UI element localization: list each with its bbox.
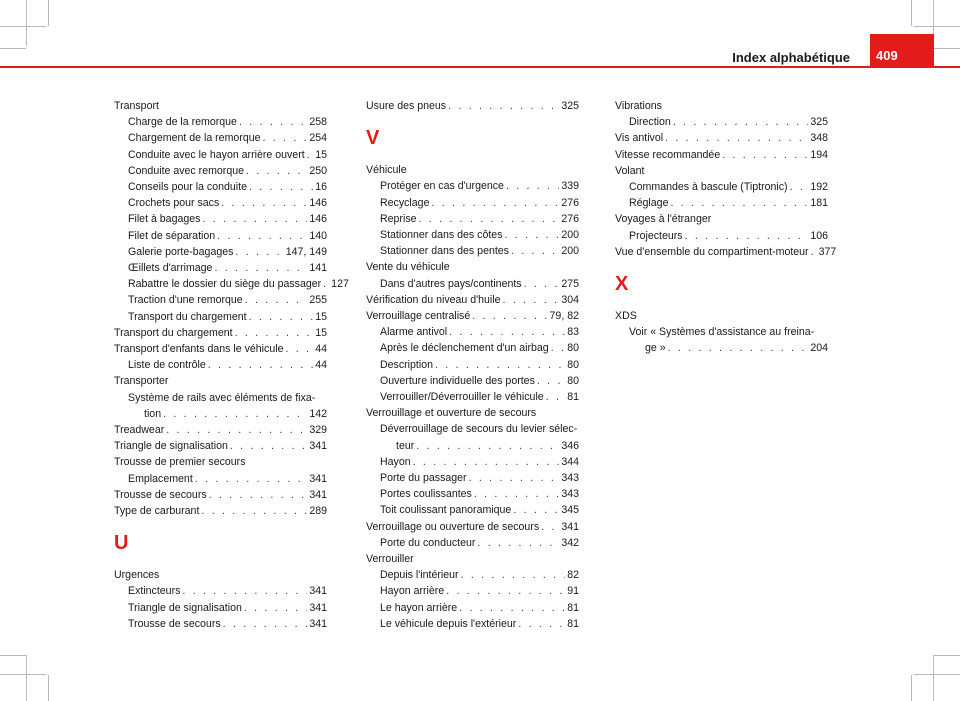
- crop-mark: [48, 0, 49, 26]
- dot-leader: [541, 519, 559, 535]
- entry-label: Conduite avec remorque: [128, 164, 245, 177]
- entry-page-number: 44: [315, 343, 327, 356]
- index-heading: Verrouiller: [366, 553, 414, 566]
- entry-label: Stationner dans des pentes: [380, 245, 509, 258]
- entry-page-number: 200: [561, 229, 579, 242]
- dot-leader: [244, 600, 307, 616]
- entry-page-number: 15: [315, 148, 327, 161]
- entry-page-number: 146: [309, 213, 327, 226]
- entry-label: Verrouillage centralisé: [366, 310, 471, 323]
- index-entry: [114, 616, 327, 632]
- index-entry: [366, 357, 579, 373]
- entry-label: Vis antivol: [615, 132, 664, 145]
- entry-page-number: 81: [567, 617, 579, 630]
- crop-mark: [26, 0, 27, 46]
- entry-page-number: 339: [561, 180, 579, 193]
- index-entry: [114, 487, 327, 503]
- crop-mark: [0, 655, 26, 656]
- entry-page-number: 343: [561, 472, 579, 485]
- dot-leader: [551, 340, 566, 356]
- dot-leader: [435, 357, 565, 373]
- entry-label: Emplacement: [128, 472, 193, 485]
- index-entry: [366, 178, 579, 194]
- entry-label: Trousse de secours: [128, 617, 221, 630]
- entry-page-number: 329: [309, 424, 327, 437]
- entry-label: Type de carburant: [114, 505, 200, 518]
- entry-label: Porte du conducteur: [380, 536, 476, 549]
- entry-label: Dans d'autres pays/continents: [380, 277, 522, 290]
- index-heading: Verrouillage et ouverture de secours: [366, 407, 537, 420]
- index-entry: [114, 163, 327, 179]
- entry-page-number: 80: [567, 358, 579, 371]
- index-entry: [366, 502, 579, 518]
- index-entry: [114, 341, 327, 357]
- dot-leader: [670, 195, 808, 211]
- index-entry: [114, 503, 327, 519]
- index-entry: [366, 389, 579, 405]
- dot-leader: [472, 308, 547, 324]
- index-entry: [366, 616, 579, 632]
- index-entry: [114, 583, 327, 599]
- index-entry: [114, 228, 327, 244]
- entry-page-number: 79, 82: [549, 310, 579, 323]
- index-heading: Déverrouillage de secours du levier sélec-: [380, 423, 578, 436]
- entry-page-number: 141: [309, 262, 327, 275]
- dot-leader: [546, 389, 566, 405]
- entry-page-number: 82: [567, 569, 579, 582]
- entry-page-number: 44: [315, 359, 327, 372]
- entry-page-number: 348: [810, 132, 828, 145]
- dot-leader: [537, 373, 565, 389]
- entry-page-number: 345: [561, 504, 579, 517]
- entry-label: Projecteurs: [629, 229, 683, 242]
- entry-label: tion: [144, 407, 162, 420]
- index-entry: [114, 130, 327, 146]
- index-heading: Voyages à l'étranger: [615, 213, 712, 226]
- entry-label: Chargement de la remorque: [128, 132, 261, 145]
- index-column-1: [114, 98, 349, 632]
- index-entry: [114, 276, 349, 292]
- entry-page-number: 325: [561, 100, 579, 112]
- crop-mark: [914, 26, 960, 27]
- entry-label: Usure des pneus: [366, 100, 447, 112]
- dot-leader: [685, 228, 809, 244]
- dot-leader: [285, 341, 313, 357]
- section-letter: V: [366, 127, 380, 150]
- entry-page-number: 276: [561, 196, 579, 209]
- index-heading: Transporter: [114, 375, 169, 388]
- entry-page-number: 140: [309, 229, 327, 242]
- entry-label: Porte du passager: [380, 472, 467, 485]
- dot-leader: [195, 471, 308, 487]
- entry-page-number: 15: [315, 326, 327, 339]
- entry-label: teur: [396, 439, 415, 452]
- entry-label: Transport d'enfants dans le véhicule: [114, 343, 284, 356]
- dot-leader: [722, 147, 808, 163]
- entry-label: Crochets pour sacs: [128, 197, 220, 210]
- index-entry: [114, 260, 327, 276]
- entry-label: Verrouiller/Déverrouiller le véhicule: [380, 391, 544, 404]
- entry-page-number: 255: [309, 294, 327, 307]
- header-rule: [0, 66, 960, 68]
- entry-page-number: 341: [309, 472, 327, 485]
- dot-leader: [524, 276, 560, 292]
- entry-page-number: 341: [309, 601, 327, 614]
- index-entry: [114, 211, 327, 227]
- index-entry: [615, 195, 828, 211]
- entry-label: Direction: [629, 116, 671, 129]
- entry-label: Stationner dans des côtes: [380, 229, 503, 242]
- dot-leader: [413, 454, 560, 470]
- index-entry: [366, 470, 579, 486]
- dot-leader: [217, 228, 307, 244]
- dot-leader: [511, 243, 559, 259]
- dot-leader: [166, 422, 307, 438]
- entry-label: Triangle de signalisation: [128, 601, 242, 614]
- index-heading: Volant: [615, 164, 645, 177]
- index-entry: [615, 179, 828, 195]
- index-entry: [114, 325, 327, 341]
- dot-leader: [245, 292, 308, 308]
- entry-page-number: 83: [567, 326, 579, 339]
- dot-leader: [223, 616, 308, 632]
- index-entry: [114, 309, 327, 325]
- index-entry: [615, 147, 828, 163]
- index-entry: [366, 438, 579, 454]
- dot-leader: [419, 211, 560, 227]
- index-entry: [114, 438, 327, 454]
- index-entry: [366, 583, 579, 599]
- index-entry: [615, 114, 828, 130]
- entry-page-number: 342: [561, 536, 579, 549]
- dot-leader: [518, 616, 565, 632]
- page-title: Index alphabétique: [732, 50, 850, 65]
- dot-leader: [307, 147, 314, 163]
- index-entry: [366, 211, 579, 227]
- dot-leader: [449, 324, 565, 340]
- index-heading: Transport: [114, 100, 159, 112]
- entry-label: Vue d'ensemble du compartiment-moteur: [615, 245, 809, 258]
- index-entry: [366, 454, 579, 470]
- index-heading: Véhicule: [366, 164, 407, 177]
- entry-label: Le véhicule depuis l'extérieur: [380, 617, 517, 630]
- dot-leader: [249, 179, 313, 195]
- index-entry: [366, 227, 579, 243]
- index-entry: [114, 147, 327, 163]
- entry-page-number: 276: [561, 212, 579, 225]
- entry-label: Toit coulissant panoramique: [380, 504, 512, 517]
- dot-leader: [469, 470, 560, 486]
- entry-page-number: 194: [810, 148, 828, 161]
- entry-page-number: 147, 149: [285, 245, 327, 258]
- index-entry: [366, 324, 579, 340]
- entry-page-number: 341: [309, 585, 327, 598]
- dot-leader: [235, 244, 283, 260]
- entry-page-number: 254: [309, 132, 327, 145]
- page-number: 409: [876, 48, 898, 63]
- dot-leader: [416, 438, 559, 454]
- index-heading: Voir « Systèmes d'assistance au freina-: [629, 326, 815, 339]
- entry-page-number: 80: [567, 342, 579, 355]
- entry-label: Verrouillage ou ouverture de secours: [366, 520, 540, 533]
- dot-leader: [503, 292, 560, 308]
- entry-label: Galerie porte-bagages: [128, 245, 234, 258]
- entry-label: Triangle de signalisation: [114, 440, 228, 453]
- entry-label: Charge de la remorque: [128, 116, 237, 129]
- entry-label: Traction d'une remorque: [128, 294, 243, 307]
- entry-label: Le hayon arrière: [380, 601, 458, 614]
- index-heading: Urgences: [114, 569, 160, 582]
- entry-label: Extincteurs: [128, 585, 181, 598]
- crop-mark: [933, 655, 934, 701]
- entry-page-number: 181: [810, 197, 828, 210]
- entry-page-number: 275: [561, 277, 579, 290]
- entry-label: Vérification du niveau d'huile: [366, 293, 501, 306]
- dot-leader: [431, 195, 559, 211]
- crop-mark: [48, 675, 49, 701]
- index-entry: [366, 567, 579, 583]
- dot-leader: [214, 260, 307, 276]
- entry-page-number: 341: [309, 440, 327, 453]
- entry-page-number: 341: [309, 617, 327, 630]
- index-heading: Vibrations: [615, 100, 662, 112]
- entry-label: Trousse de secours: [114, 488, 207, 501]
- entry-page-number: 192: [810, 181, 828, 194]
- entry-page-number: 304: [561, 293, 579, 306]
- dot-leader: [665, 130, 808, 146]
- dot-leader: [249, 309, 314, 325]
- entry-label: Ouverture individuelle des portes: [380, 374, 535, 387]
- index-heading: XDS: [615, 310, 637, 323]
- index-heading: Système de rails avec éléments de fixa-: [128, 391, 316, 404]
- crop-mark: [911, 675, 912, 701]
- entry-label: Treadwear: [114, 424, 165, 437]
- crop-mark: [0, 26, 46, 27]
- entry-page-number: 16: [315, 181, 327, 194]
- entry-label: ge »: [645, 342, 666, 355]
- index-entry: [366, 308, 579, 324]
- entry-page-number: 341: [561, 520, 579, 533]
- dot-leader: [208, 357, 313, 373]
- entry-page-number: 142: [309, 407, 327, 420]
- index-entry: [366, 486, 579, 502]
- index-entry: [114, 406, 327, 422]
- index-entry: [366, 519, 579, 535]
- entry-label: Protéger en cas d'urgence: [380, 180, 504, 193]
- entry-label: Réglage: [629, 197, 669, 210]
- entry-page-number: 346: [561, 439, 579, 452]
- dot-leader: [673, 114, 809, 130]
- entry-page-number: 91: [567, 585, 579, 598]
- entry-page-number: 127: [331, 278, 349, 291]
- entry-page-number: 81: [567, 601, 579, 614]
- entry-label: Portes coulissantes: [380, 488, 472, 501]
- crop-mark: [0, 48, 26, 49]
- entry-page-number: 289: [309, 505, 327, 518]
- index-entry: [615, 340, 828, 356]
- entry-label: Hayon: [380, 455, 411, 468]
- entry-page-number: 377: [818, 245, 837, 258]
- entry-label: Œillets d'arrimage: [128, 262, 213, 275]
- index-entry: [366, 243, 579, 259]
- index-entry: [366, 373, 579, 389]
- entry-page-number: 204: [810, 342, 828, 355]
- entry-page-number: 344: [561, 455, 579, 468]
- index-entry: [114, 292, 327, 308]
- index-entry: [366, 276, 579, 292]
- entry-label: Transport du chargement: [114, 326, 233, 339]
- index-heading: Vente du véhicule: [366, 261, 450, 274]
- dot-leader: [459, 600, 565, 616]
- entry-page-number: 343: [561, 488, 579, 501]
- entry-label: Conseils pour la conduite: [128, 181, 247, 194]
- entry-page-number: 258: [309, 116, 327, 129]
- entry-page-number: 200: [561, 245, 579, 258]
- dot-leader: [239, 114, 307, 130]
- index-entry: [615, 130, 828, 146]
- dot-leader: [505, 227, 560, 243]
- entry-label: Alarme antivol: [380, 326, 448, 339]
- crop-mark: [911, 0, 912, 26]
- crop-mark: [934, 48, 960, 49]
- entry-page-number: 341: [309, 488, 327, 501]
- dot-leader: [811, 244, 817, 260]
- entry-page-number: 325: [810, 116, 828, 129]
- index-entry: [114, 600, 327, 616]
- dot-leader: [513, 502, 559, 518]
- entry-page-number: 250: [309, 164, 327, 177]
- index-entry: [366, 600, 579, 616]
- section-letter: U: [114, 532, 129, 555]
- entry-label: Filet à bagages: [128, 213, 201, 226]
- index-entry: [114, 471, 327, 487]
- entry-label: Description: [380, 358, 433, 371]
- dot-leader: [202, 211, 307, 227]
- dot-leader: [461, 567, 566, 583]
- crop-mark: [0, 674, 46, 675]
- dot-leader: [263, 130, 308, 146]
- entry-label: Vitesse recommandée: [615, 148, 721, 161]
- entry-label: Recyclage: [380, 196, 430, 209]
- index-entry: [114, 179, 327, 195]
- index-entry: [114, 244, 327, 260]
- dot-leader: [506, 178, 559, 194]
- dot-leader: [201, 503, 307, 519]
- dot-leader: [446, 583, 565, 599]
- dot-leader: [182, 583, 307, 599]
- entry-label: Transport du chargement: [128, 310, 247, 323]
- entry-label: Filet de séparation: [128, 229, 216, 242]
- dot-leader: [477, 535, 559, 551]
- entry-label: Liste de contrôle: [128, 359, 206, 372]
- section-letter: X: [615, 273, 629, 296]
- dot-leader: [323, 276, 329, 292]
- entry-page-number: 15: [315, 310, 327, 323]
- dot-leader: [474, 486, 559, 502]
- entry-label: Après le déclenchement d'un airbag: [380, 342, 549, 355]
- dot-leader: [163, 406, 307, 422]
- index-entry: [366, 98, 579, 114]
- index-entry: [366, 195, 579, 211]
- dot-leader: [448, 98, 559, 114]
- entry-page-number: 80: [567, 374, 579, 387]
- index-entry: [114, 357, 327, 373]
- dot-leader: [230, 438, 307, 454]
- index-entry: [615, 244, 837, 260]
- dot-leader: [246, 163, 307, 179]
- entry-page-number: 106: [810, 229, 828, 242]
- index-column-2: [366, 98, 579, 632]
- dot-leader: [209, 487, 308, 503]
- entry-page-number: 81: [567, 391, 579, 404]
- index-entry: [615, 228, 828, 244]
- crop-mark: [26, 655, 27, 701]
- index-entry: [114, 422, 327, 438]
- dot-leader: [235, 325, 314, 341]
- index-entry: [114, 195, 327, 211]
- entry-label: Hayon arrière: [380, 585, 445, 598]
- entry-label: Commandes à bascule (Tiptronic): [629, 181, 788, 194]
- entry-page-number: 146: [309, 197, 327, 210]
- index-entry: [366, 340, 579, 356]
- entry-label: Depuis l'intérieur: [380, 569, 459, 582]
- index-heading: Trousse de premier secours: [114, 456, 246, 469]
- entry-label: Reprise: [380, 212, 417, 225]
- index-column-3: [615, 98, 837, 357]
- index-entry: [366, 292, 579, 308]
- crop-mark: [934, 655, 960, 656]
- entry-label: Rabattre le dossier du siège du passager: [128, 278, 322, 291]
- dot-leader: [790, 179, 809, 195]
- entry-label: Conduite avec le hayon arrière ouvert: [128, 148, 305, 161]
- crop-mark: [914, 674, 960, 675]
- index-entry: [366, 535, 579, 551]
- dot-leader: [668, 340, 809, 356]
- dot-leader: [221, 195, 307, 211]
- index-entry: [114, 114, 327, 130]
